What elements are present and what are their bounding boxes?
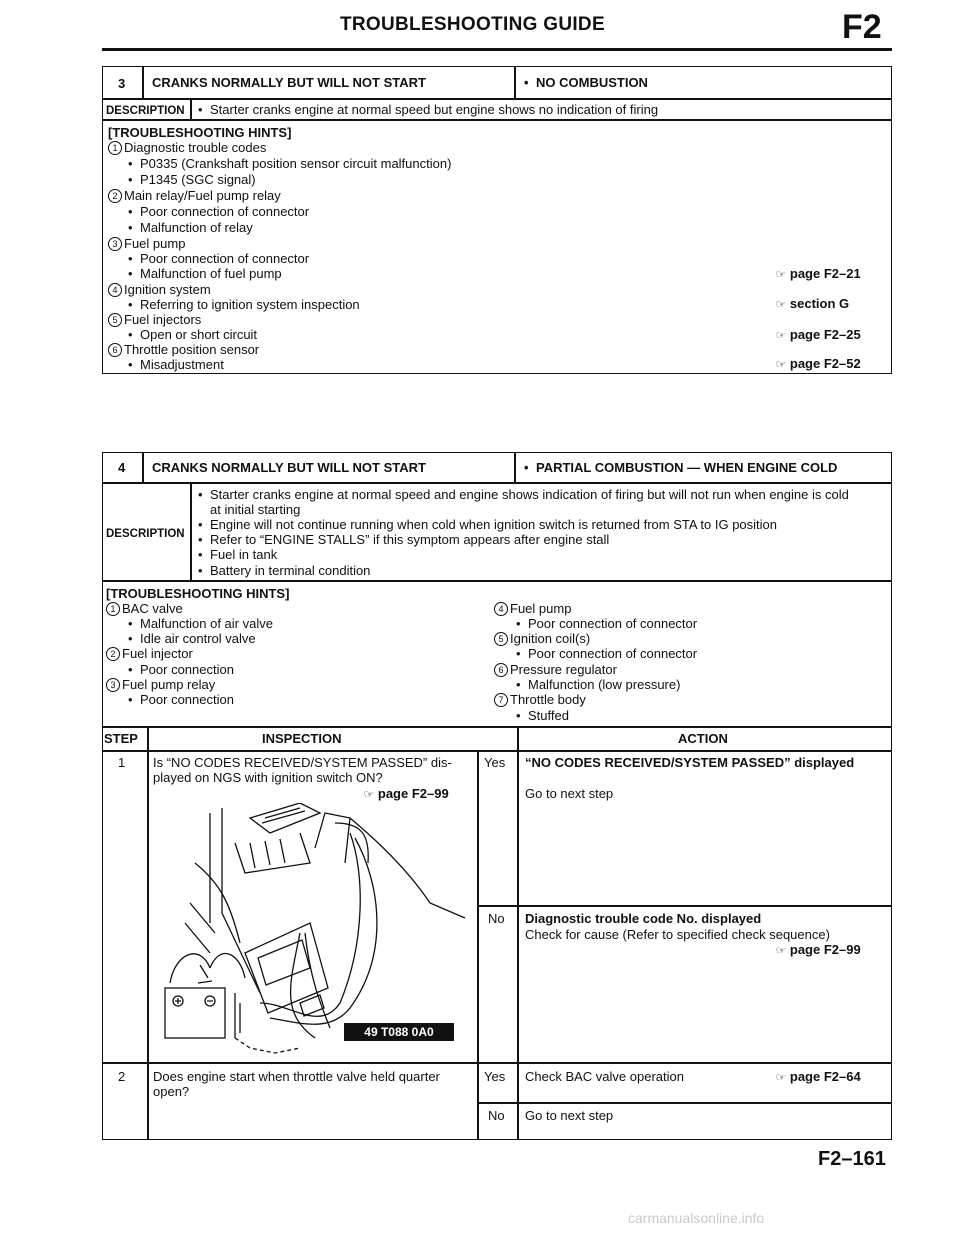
ngs-tester-illustration	[150, 803, 475, 1058]
action-text: Check BAC valve operation	[525, 1069, 684, 1084]
description-line: • Fuel in tank	[198, 547, 277, 563]
answer-yes: Yes	[484, 755, 506, 770]
hint-1: 1 Diagnostic trouble codes	[108, 140, 266, 156]
hint-item: • Misadjustment	[128, 357, 224, 373]
action-title: “NO CODES RECEIVED/SYSTEM PASSED” displayed	[525, 755, 855, 770]
step-inspection: Does engine start when throttle valve held quarter	[153, 1069, 440, 1084]
action-text: Go to next step	[525, 1108, 614, 1123]
hint-item: • Poor connection of connector	[516, 616, 697, 632]
description-line: • Starter cranks engine at normal speed and engine shows indication of firing but will not run when engine is cold	[198, 487, 849, 503]
hint-item: • Idle air control valve	[128, 631, 256, 647]
hand-pointer-icon: ☞	[775, 945, 787, 957]
hint-6: 6 Throttle position sensor	[108, 342, 259, 358]
hand-pointer-icon: ☞	[775, 1072, 787, 1084]
answer-no: No	[488, 911, 505, 926]
circled-number-icon: 2	[106, 647, 120, 661]
hint-2: 2 Main relay/Fuel pump relay	[108, 188, 281, 204]
hint-item: • Poor connection of connector	[128, 251, 309, 267]
hint-item: • P0335 (Crankshaft position sensor circuit malfunction)	[128, 156, 451, 172]
page-reference[interactable]: ☞ page F2–21	[775, 266, 861, 281]
page-reference[interactable]: ☞ page F2–25	[775, 327, 861, 342]
watermark: carmanualsonline.info	[628, 1210, 765, 1226]
step-number: 1	[118, 755, 126, 770]
circled-number-icon: 4	[494, 602, 508, 616]
figure-code-badge: 49 T088 0A0	[344, 1023, 454, 1041]
description-line: • Engine will not continue running when cold when ignition switch is returned from STA to IG position	[198, 517, 777, 533]
column-action: ACTION	[678, 731, 728, 746]
page-number: F2–161	[818, 1148, 886, 1170]
page-reference[interactable]: ☞ page F2–64	[775, 1069, 861, 1084]
description-line: at initial starting	[210, 502, 301, 517]
hint-4: 4 Ignition system	[108, 282, 211, 298]
table3-condition: • NO COMBUSTION	[524, 75, 648, 91]
table4-condition: • PARTIAL COMBUSTION — WHEN ENGINE COLD	[524, 460, 837, 476]
hint-5: 5 Ignition coil(s)	[494, 631, 590, 647]
hint-item: • P1345 (SGC signal)	[128, 172, 256, 188]
hint-item: • Malfunction of relay	[128, 220, 253, 236]
circled-number-icon: 3	[106, 678, 120, 692]
hint-2: 2 Fuel injector	[106, 646, 193, 662]
page-reference[interactable]: ☞ page F2–99	[775, 942, 861, 957]
table3-symptom: CRANKS NORMALLY BUT WILL NOT START	[152, 75, 426, 90]
table3-hints-title: [TROUBLESHOOTING HINTS]	[108, 125, 292, 140]
step-inspection: open?	[153, 1084, 190, 1099]
circled-number-icon: 6	[108, 343, 122, 357]
circled-number-icon: 2	[108, 189, 122, 203]
circled-number-icon: 1	[108, 141, 122, 155]
step-inspection: Is “NO CODES RECEIVED/SYSTEM PASSED” dis-	[153, 755, 452, 770]
page-reference[interactable]: ☞ page F2–52	[775, 356, 861, 371]
circled-number-icon: 1	[106, 602, 120, 616]
section-code: F2	[842, 8, 882, 46]
page-reference[interactable]: ☞ section G	[775, 296, 850, 311]
hint-6: 6 Pressure regulator	[494, 662, 617, 678]
hint-item: • Referring to ignition system inspection	[128, 297, 360, 313]
hint-item: • Open or short circuit	[128, 327, 257, 343]
circled-number-icon: 4	[108, 283, 122, 297]
action-text: Check for cause (Refer to specified check sequence)	[525, 927, 830, 942]
hand-pointer-icon: ☞	[775, 299, 787, 311]
hint-item: • Poor connection of connector	[516, 646, 697, 662]
table4-description-label: DESCRIPTION	[106, 528, 185, 540]
hint-3: 3 Fuel pump	[108, 236, 185, 252]
description-line: • Refer to “ENGINE STALLS” if this symptom appears after engine stall	[198, 532, 609, 548]
hint-item: • Malfunction of fuel pump	[128, 266, 282, 282]
description-line: • Battery in terminal condition	[198, 563, 370, 579]
table4-symptom: CRANKS NORMALLY BUT WILL NOT START	[152, 460, 426, 475]
hint-item: • Stuffed	[516, 708, 569, 724]
hand-pointer-icon: ☞	[775, 330, 787, 342]
hint-item: • Malfunction of air valve	[128, 616, 273, 632]
table4-number: 4	[118, 460, 126, 475]
circled-number-icon: 3	[108, 237, 122, 251]
header-rule	[102, 48, 892, 51]
hand-pointer-icon: ☞	[775, 359, 787, 371]
circled-number-icon: 5	[494, 632, 508, 646]
page-title: TROUBLESHOOTING GUIDE	[340, 14, 605, 35]
table3-description: • Starter cranks engine at normal speed but engine shows no indication of firing	[198, 102, 658, 118]
hint-1: 1 BAC valve	[106, 601, 183, 617]
column-step: STEP	[104, 731, 138, 746]
table4-hints-title: [TROUBLESHOOTING HINTS]	[106, 586, 290, 601]
column-inspection: INSPECTION	[262, 731, 342, 746]
action-text: Go to next step	[525, 786, 614, 801]
answer-yes: Yes	[484, 1069, 506, 1084]
hint-item: • Poor connection of connector	[128, 204, 309, 220]
step-inspection: played on NGS with ignition switch ON?	[153, 770, 383, 785]
action-title: Diagnostic trouble code No. displayed	[525, 911, 762, 926]
table3-number: 3	[118, 76, 126, 91]
hint-7: 7 Throttle body	[494, 692, 586, 708]
step-number: 2	[118, 1069, 126, 1084]
hint-4: 4 Fuel pump	[494, 601, 571, 617]
hand-pointer-icon: ☞	[775, 269, 787, 281]
circled-number-icon: 5	[108, 313, 122, 327]
circled-number-icon: 7	[494, 693, 508, 707]
hint-item: • Poor connection	[128, 692, 234, 708]
hint-3: 3 Fuel pump relay	[106, 677, 215, 693]
circled-number-icon: 6	[494, 663, 508, 677]
hint-item: • Poor connection	[128, 662, 234, 678]
table3-description-label: DESCRIPTION	[106, 105, 185, 117]
hint-item: • Malfunction (low pressure)	[516, 677, 680, 693]
page-reference[interactable]: ☞ page F2–99	[363, 786, 449, 801]
answer-no: No	[488, 1108, 505, 1123]
hint-5: 5 Fuel injectors	[108, 312, 201, 328]
hand-pointer-icon: ☞	[363, 789, 375, 801]
